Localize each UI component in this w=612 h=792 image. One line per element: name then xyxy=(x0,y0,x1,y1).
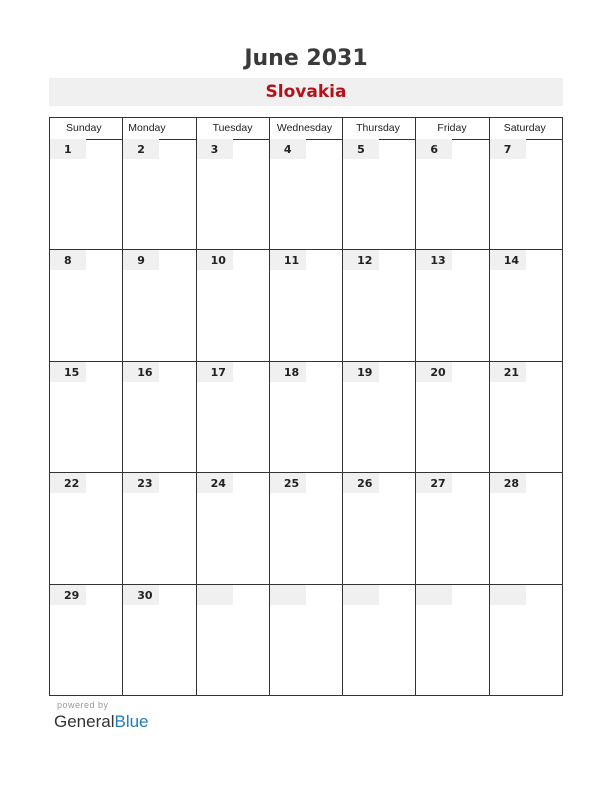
day-cell[interactable] xyxy=(342,139,415,249)
week-row xyxy=(50,139,562,250)
day-number: 22 xyxy=(50,473,86,493)
weekday-header-sunday: Sunday xyxy=(66,122,102,134)
day-cell[interactable] xyxy=(50,250,122,360)
day-number: 14 xyxy=(490,250,526,270)
day-number: 24 xyxy=(197,473,233,493)
generalblue-logo[interactable] xyxy=(54,712,149,732)
weekday-header-wednesday: Wednesday xyxy=(269,118,342,139)
day-cell[interactable] xyxy=(415,362,488,472)
day-number: 26 xyxy=(343,473,379,493)
day-number: 5 xyxy=(343,139,379,159)
day-cell[interactable] xyxy=(415,250,488,360)
week-row xyxy=(50,473,562,584)
day-number-placeholder xyxy=(490,585,526,605)
day-number: 23 xyxy=(123,473,159,493)
day-cell[interactable] xyxy=(489,250,562,360)
weekday-header-thursday: Thursday xyxy=(342,118,415,139)
day-number: 9 xyxy=(123,250,159,270)
day-number: 13 xyxy=(416,250,452,270)
day-cell-empty xyxy=(415,585,488,695)
day-number: 11 xyxy=(270,250,306,270)
day-number: 3 xyxy=(197,139,233,159)
day-cell[interactable] xyxy=(269,362,342,472)
day-cell[interactable] xyxy=(489,362,562,472)
day-cell[interactable] xyxy=(415,139,488,249)
weeks-container xyxy=(50,139,562,695)
day-number: 30 xyxy=(123,585,159,605)
day-cell[interactable] xyxy=(196,362,269,472)
day-number: 20 xyxy=(416,362,452,382)
weekday-header-monday: Monday xyxy=(122,118,195,139)
brand-general-text: General xyxy=(54,712,115,731)
day-cell[interactable] xyxy=(196,250,269,360)
week-row xyxy=(50,250,562,361)
day-cell[interactable] xyxy=(50,585,122,695)
day-number: 2 xyxy=(123,139,159,159)
day-number-placeholder xyxy=(416,585,452,605)
brand-blue-text: Blue xyxy=(114,712,149,731)
day-cell[interactable] xyxy=(342,362,415,472)
page-title: June 2031 xyxy=(244,46,368,71)
day-cell-empty xyxy=(196,585,269,695)
day-cell[interactable] xyxy=(50,362,122,472)
day-number: 21 xyxy=(490,362,526,382)
day-number: 16 xyxy=(123,362,159,382)
weekday-header-friday: Friday xyxy=(415,118,488,139)
day-number: 19 xyxy=(343,362,379,382)
country-banner xyxy=(49,78,563,106)
day-cell[interactable] xyxy=(122,362,195,472)
day-number-placeholder xyxy=(343,585,379,605)
day-cell[interactable] xyxy=(122,250,195,360)
day-cell[interactable] xyxy=(342,250,415,360)
day-cell[interactable] xyxy=(269,473,342,583)
weekday-header-tuesday: Tuesday xyxy=(196,118,269,139)
day-number: 6 xyxy=(416,139,452,159)
day-number: 10 xyxy=(197,250,233,270)
calendar-grid xyxy=(49,117,563,696)
day-cell[interactable] xyxy=(50,139,122,249)
powered-by-label: powered by xyxy=(57,700,109,710)
day-cell[interactable] xyxy=(196,473,269,583)
day-cell-empty xyxy=(342,585,415,695)
day-cell-empty xyxy=(269,585,342,695)
day-cell[interactable] xyxy=(269,139,342,249)
day-cell[interactable] xyxy=(50,473,122,583)
day-number: 29 xyxy=(50,585,86,605)
weekday-header-row xyxy=(50,118,562,140)
day-cell[interactable] xyxy=(122,139,195,249)
day-cell[interactable] xyxy=(489,139,562,249)
weekday-header-saturday: Saturday xyxy=(489,118,562,139)
day-number: 25 xyxy=(270,473,306,493)
day-cell[interactable] xyxy=(196,139,269,249)
day-cell-empty xyxy=(489,585,562,695)
week-row xyxy=(50,362,562,473)
day-number: 4 xyxy=(270,139,306,159)
day-cell[interactable] xyxy=(489,473,562,583)
day-cell[interactable] xyxy=(415,473,488,583)
day-number: 28 xyxy=(490,473,526,493)
day-number-placeholder xyxy=(270,585,306,605)
day-cell[interactable] xyxy=(122,473,195,583)
day-cell[interactable] xyxy=(122,585,195,695)
day-number: 15 xyxy=(50,362,86,382)
day-number: 18 xyxy=(270,362,306,382)
day-cell[interactable] xyxy=(269,250,342,360)
week-row xyxy=(50,585,562,695)
country-name: Slovakia xyxy=(265,82,347,102)
day-number: 8 xyxy=(50,250,86,270)
day-cell[interactable] xyxy=(342,473,415,583)
day-number: 7 xyxy=(490,139,526,159)
day-number: 27 xyxy=(416,473,452,493)
day-number: 17 xyxy=(197,362,233,382)
day-number: 1 xyxy=(50,139,86,159)
day-number: 12 xyxy=(343,250,379,270)
day-number-placeholder xyxy=(197,585,233,605)
